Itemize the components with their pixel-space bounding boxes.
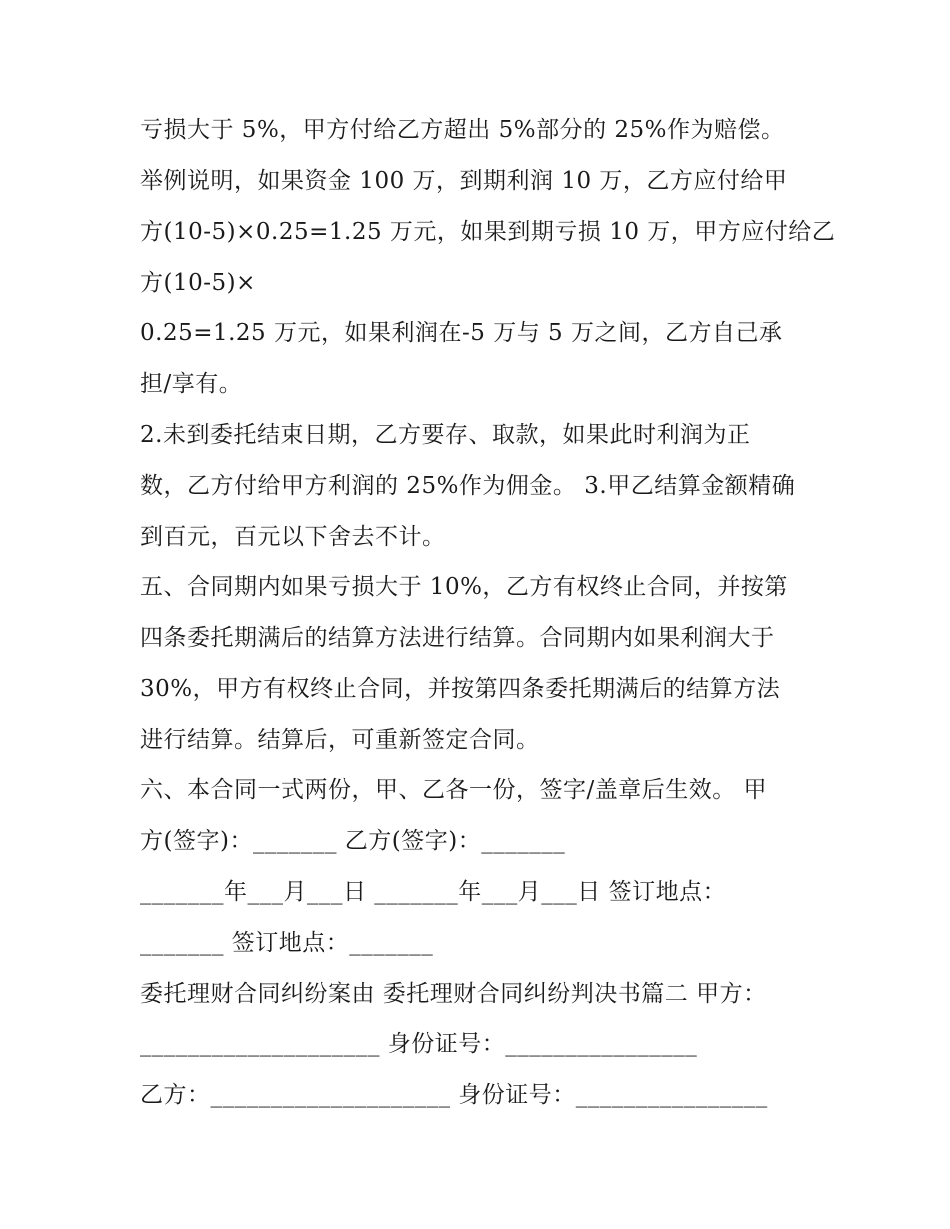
- text-line-11: 四条委托期满后的结算方法进行结算。合同期内如果利润大于: [140, 625, 775, 651]
- text-line-3: 方(10-5)×0.25=1.25 万元，如果到期亏损 10 万，甲方应付给乙: [140, 219, 836, 245]
- text-line-2: 举例说明，如果资金 100 万，到期利润 10 万，乙方应付给甲: [140, 168, 788, 194]
- text-line-1: 亏损大于 5%，甲方付给乙方超出 5%部分的 25%作为赔偿。: [140, 117, 785, 143]
- text-line-15: 方(签字)：_______ 乙方(签字)：_______: [140, 828, 566, 854]
- text-line-19: ____________________ 身份证号：________________: [140, 1031, 698, 1057]
- text-line-9: 到百元，百元以下舍去不计。: [140, 524, 446, 550]
- text-line-8: 数，乙方付给甲方利润的 25%作为佣金。 3.甲乙结算金额精确: [140, 473, 796, 499]
- text-line-12: 30%，甲方有权终止合同，并按第四条委托期满后的结算方法: [140, 676, 781, 702]
- text-line-18: 委托理财合同纠纷案由 委托理财合同纠纷判决书篇二 甲方：: [140, 981, 767, 1007]
- text-line-17: _______ 签订地点：_______: [140, 930, 434, 956]
- text-line-16: _______年___月___日 _______年___月___日 签订地点：: [140, 879, 727, 905]
- text-line-4: 方(10-5)×: [140, 270, 256, 296]
- text-line-10: 五、合同期内如果亏损大于 10%，乙方有权终止合同，并按第: [140, 574, 788, 600]
- text-line-6: 担/享有。: [140, 371, 243, 397]
- text-line-5: 0.25=1.25 万元，如果利润在-5 万与 5 万之间，乙方自己承: [140, 320, 783, 346]
- text-line-7: 2.未到委托结束日期，乙方要存、取款，如果此时利润为正: [140, 422, 751, 448]
- text-line-13: 进行结算。结算后，可重新签定合同。: [140, 727, 540, 753]
- text-line-20: 乙方：____________________ 身份证号：________________: [140, 1082, 768, 1108]
- text-line-14: 六、本合同一式两份，甲、乙各一份，签字/盖章后生效。 甲: [140, 777, 768, 803]
